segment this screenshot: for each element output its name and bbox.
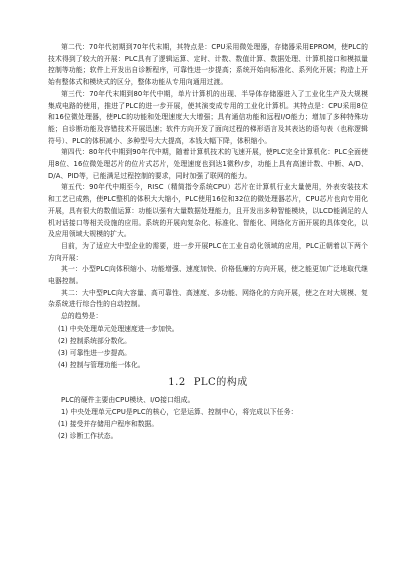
list-item: (2) 诊断工作状态。 xyxy=(58,432,118,441)
cpu-task-list xyxy=(48,418,368,442)
list-item: (4) 控制与管理功能一体化。 xyxy=(58,360,145,369)
paragraph-hardware: PLC的硬件主要由CPU模块、I/O接口组成。 xyxy=(61,395,195,404)
paragraph-overall-trend: 总的趋势是： xyxy=(61,312,103,321)
paragraph-current-directions: 目前，为了适应大中型企业的需要，进一步开展PLC在工业自动化领域的应用，PLC正朝着以下两个方向开展： xyxy=(48,241,368,262)
paragraph-second-generation: 第二代：70年代初期到70年代末期，其特点是：CPU采用微处理器，存储器采用EPROM，使PLC的技术得到了较大的开展：PLC具有了逻辑运算、定时、计数、数值计算、数据处理、计算机接口和模拟量控制等功能；软件上开发出自诊断程序，可靠性进一步提高；系统开始向标准化、系列化开展；构造上开始有整体式和模块式的区分，整体功能从专用向通用过渡。 xyxy=(48,43,368,87)
list-item: (1) 中央处理单元处理速度进一步加快。 xyxy=(58,324,179,333)
paragraph-cpu: 1) 中央处理单元CPU是PLC的核心，它是运算、控制中心，将完成以下任务： xyxy=(61,407,298,416)
section-heading xyxy=(48,372,368,394)
paragraph-fifth-generation: 第五代：90年代中期至今，RISC（精简指令系统CPU）芯片在计算机行业大量使用，外表安装技术和工艺已成熟，使PLC整机的体积大大缩小，PLC使用16位和32位的微处理器芯片，CPU芯片也向专用化开展，具有很大的数值运算：功能以强有大量数据处理能力，且开发出多种智能模块，以LCD能满足的人机对话接口等相关设施的应用。系统的开展向复杂化、标准化、智能化、网络化方面开展的具体变化，以及应用领域大规模的扩大。 xyxy=(48,183,368,239)
paragraph-direction-two: 其二：大中型PLC向大容量、高可靠性、高速度、多功能、网络化的方向开展，使之在对大规模、复杂系统进行综合性的自动控制。 xyxy=(48,288,368,309)
paragraph-direction-one: 其一：小型PLC向体积缩小、功能增强、速度加快、价格低廉的方向开展，使之能更加广泛地取代继电器控制。 xyxy=(48,265,368,286)
section-title: PLC的构成 xyxy=(193,376,248,388)
paragraph-third-generation: 第三代：70年代末期到80年代中期，单片计算机的出现、半导体存储器进入了工业化生产及大规模集成电路的使用，推进了PLC的进一步开展，使其演变成专用的工业化计算机。其特点是：CPU采用8位和16位微处理器，使PLC的功能和处理速度大大增强；具有通信功能和远程I/O能力；增加了多种特殊功能；自诊断功能及容错技术开展迅速；软件方向开发了面向过程的梯形语言及其表达的语句表（也称逻辑符号）、PLC的体积减小、多种型号大大提高，本钱大幅下降，体积缩小。 xyxy=(48,89,368,145)
trend-list xyxy=(48,323,368,371)
document-body xyxy=(48,42,368,442)
paragraph-fourth-generation: 第四代：80年代中期到90年代中期，随着计算机技术的飞速开展，使PLC完全计算机化：PLC全面使用8位、16位微处理芯片的位片式芯片，处理速度也到达1微秒/步，功能上具有高速计数、中断、A/D、D/A、PID等，已能满足过程控制的要求，同时加强了联网的能力。 xyxy=(48,148,368,180)
list-item: (3) 可靠性进一步提高。 xyxy=(58,348,131,357)
list-item: (1) 接受并存储用户程序和数据。 xyxy=(58,420,159,429)
section-number: 1.2 xyxy=(168,376,186,388)
list-item: (2) 控制系统部分数化。 xyxy=(58,336,131,345)
